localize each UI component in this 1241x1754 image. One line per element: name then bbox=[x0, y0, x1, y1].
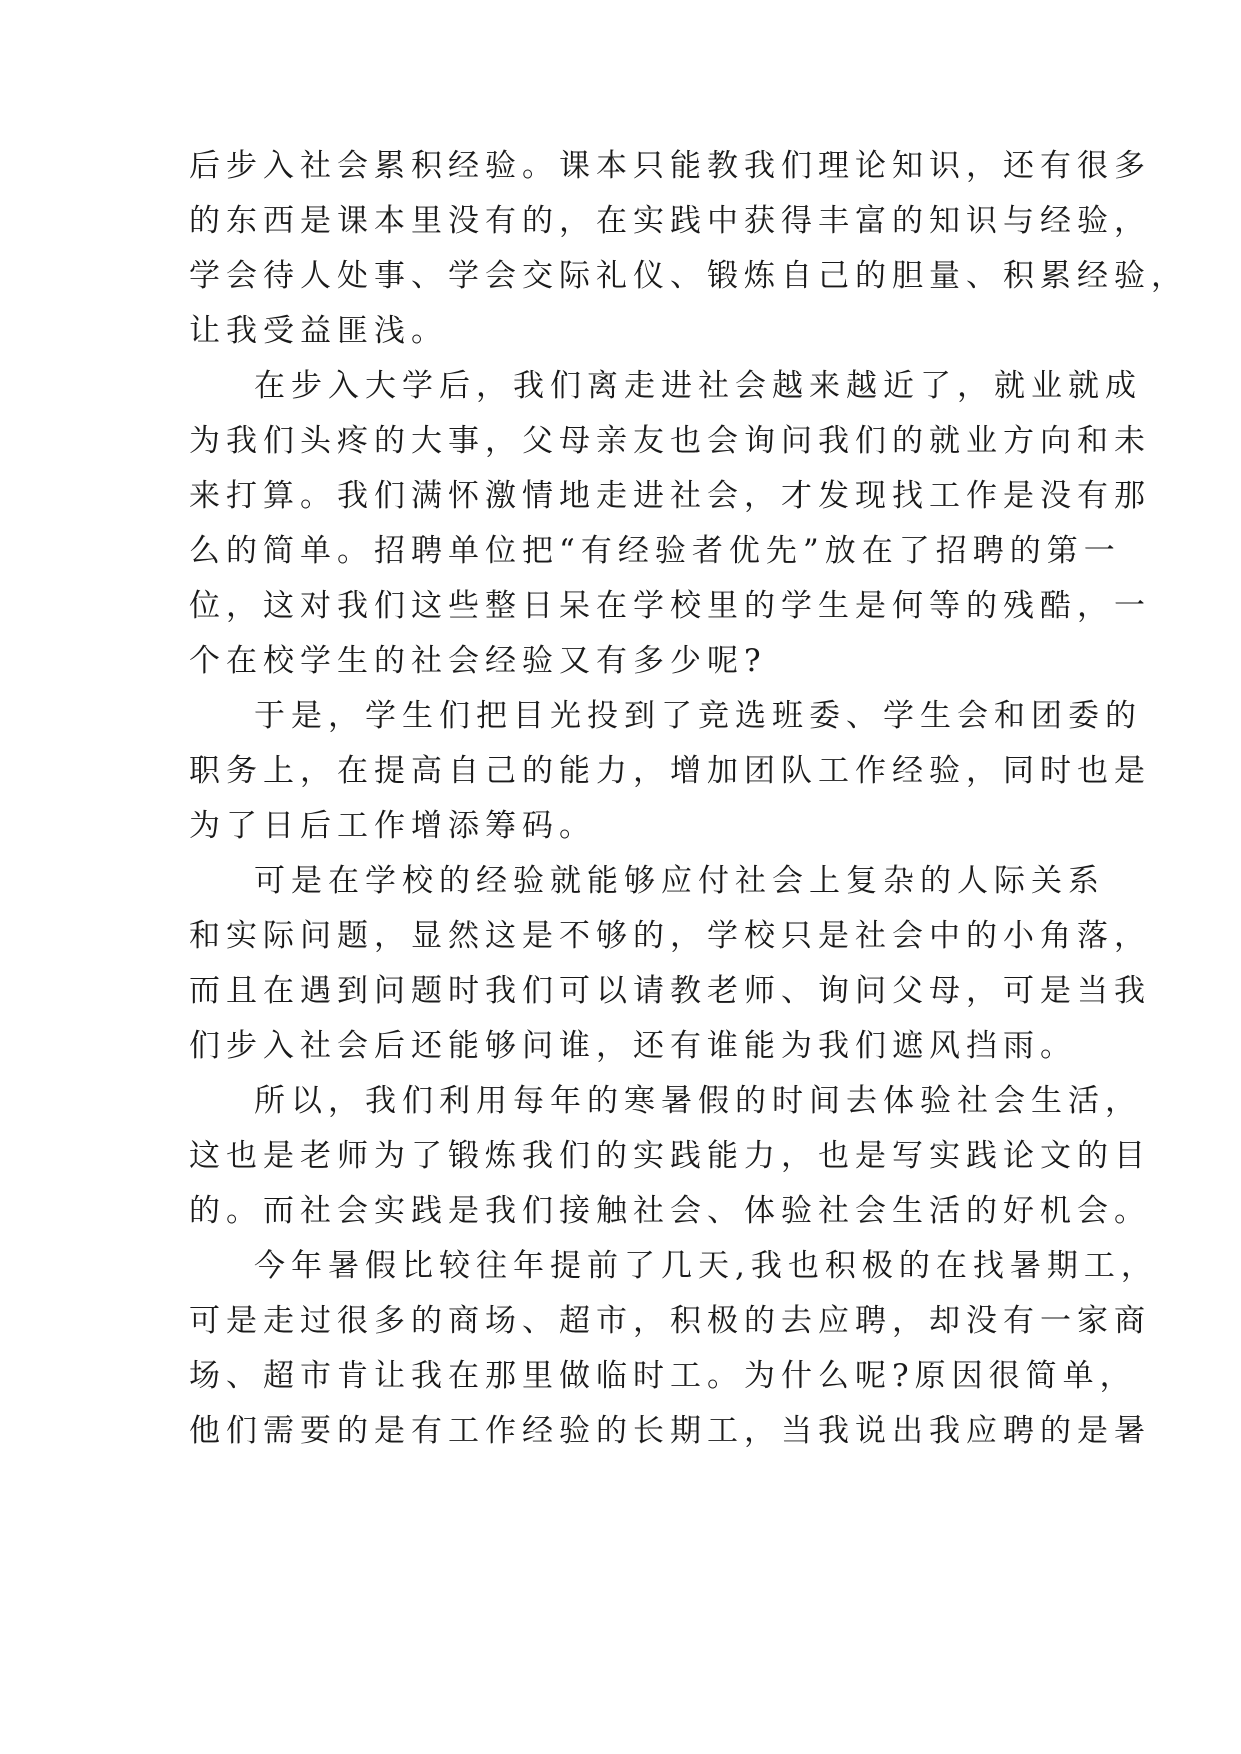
text-line: 们步入社会后还能够问谁，还有谁能为我们遮风挡雨。 bbox=[189, 1028, 1077, 1064]
text-line: 位，这对我们这些整日呆在学校里的学生是何等的残酷，一 bbox=[189, 588, 1151, 624]
text-line: 的。而社会实践是我们接触社会、体验社会生活的好机会。 bbox=[189, 1193, 1151, 1229]
text-line: 他们需要的是有工作经验的长期工，当我说出我应聘的是暑 bbox=[189, 1413, 1151, 1449]
text-line: 职务上，在提高自己的能力，增加团队工作经验，同时也是 bbox=[189, 753, 1151, 789]
paragraph-start-line: 在步入大学后，我们离走进社会越来越近了，就业就成 bbox=[254, 368, 1142, 404]
paragraph-start-line: 可是在学校的经验就能够应付社会上复杂的人际关系 bbox=[254, 863, 1105, 899]
text-line: 场、超市肯让我在那里做临时工。为什么呢?原因很简单， bbox=[189, 1358, 1137, 1394]
text-line: 来打算。我们满怀激情地走进社会，才发现找工作是没有那 bbox=[189, 478, 1151, 514]
paragraph-start-line: 所以，我们利用每年的寒暑假的时间去体验社会生活， bbox=[254, 1083, 1142, 1119]
paragraph-start-line: 今年暑假比较往年提前了几天,我也积极的在找暑期工， bbox=[254, 1248, 1158, 1284]
text-line: 为我们头疼的大事，父母亲友也会询问我们的就业方向和未 bbox=[189, 423, 1151, 459]
text-line: 为了日后工作增添筹码。 bbox=[189, 808, 596, 844]
text-line: 让我受益匪浅。 bbox=[189, 313, 448, 349]
text-line: 么的简单。招聘单位把“有经验者优先”放在了招聘的第一 bbox=[189, 533, 1121, 569]
text-line: 的东西是课本里没有的，在实践中获得丰富的知识与经验， bbox=[189, 203, 1151, 239]
text-line: 和实际问题，显然这是不够的，学校只是社会中的小角落， bbox=[189, 918, 1151, 954]
text-line: 学会待人处事、学会交际礼仪、锻炼自己的胆量、积累经验， bbox=[189, 258, 1188, 294]
text-line: 这也是老师为了锻炼我们的实践能力，也是写实践论文的目 bbox=[189, 1138, 1151, 1174]
text-line: 后步入社会累积经验。课本只能教我们理论知识，还有很多 bbox=[189, 148, 1151, 184]
paragraph-start-line: 于是，学生们把目光投到了竞选班委、学生会和团委的 bbox=[254, 698, 1142, 734]
text-line: 可是走过很多的商场、超市，积极的去应聘，却没有一家商 bbox=[189, 1303, 1151, 1339]
text-line: 个在校学生的社会经验又有多少呢? bbox=[189, 643, 767, 679]
text-line: 而且在遇到问题时我们可以请教老师、询问父母，可是当我 bbox=[189, 973, 1151, 1009]
